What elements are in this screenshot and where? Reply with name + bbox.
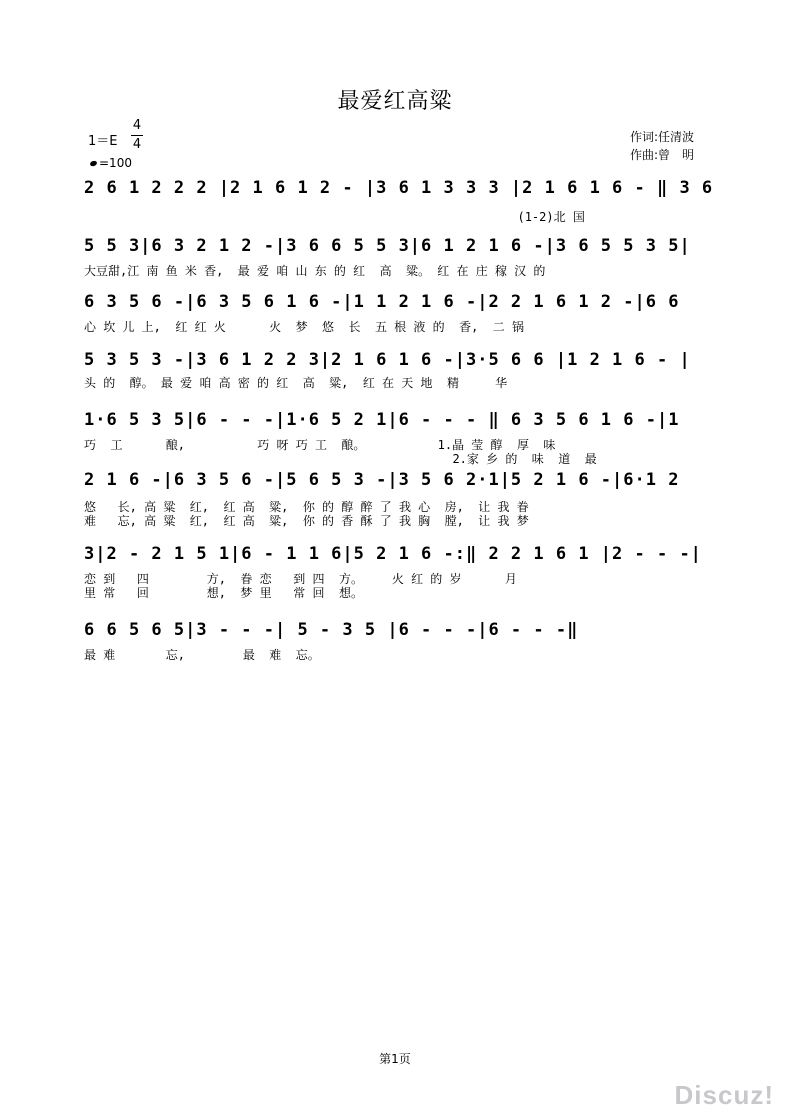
lyric-line: 难 忘, 高 粱 红, 红 高 粱, 你 的 香 酥 了 我 胸 膛, 让 我 梦 bbox=[84, 514, 529, 528]
score-system-6 bbox=[84, 470, 724, 530]
score-system-2 bbox=[84, 236, 724, 296]
notation-line: 5 3 5 3 -|3 6 1 2 2 3|2 1 6 1 6 -|3·5 6 6 |1 2 1 6 - | bbox=[84, 350, 691, 370]
song-title: 最爱红高粱 bbox=[337, 89, 453, 114]
lyric-line: (1-2)北 国 bbox=[84, 210, 585, 224]
notation-line: 2 6 1 2 2 2 |2 1 6 1 2 - |3 6 1 3 3 3 |2 1 6 1 6 - ‖ 3 6 bbox=[84, 178, 714, 198]
lyric-line: 头 的 醇。 最 爱 咱 高 密 的 红 高 粱, 红 在 天 地 精 华 bbox=[84, 376, 508, 390]
lyric-line: 里 常 回 想, 梦 里 常 回 想。 bbox=[84, 586, 363, 600]
score-system-7 bbox=[84, 544, 724, 604]
quarter-note-icon bbox=[89, 160, 97, 167]
score-system-4 bbox=[84, 350, 724, 410]
key-signature: 1＝E bbox=[88, 134, 118, 149]
lyricist-credit: 作词:任清波 bbox=[630, 130, 695, 144]
time-signature-top: 4 bbox=[132, 118, 142, 133]
composer-credit: 作曲:曾 明 bbox=[630, 148, 695, 162]
watermark-logo: Discuz! bbox=[674, 1080, 774, 1110]
score-system-1 bbox=[84, 178, 724, 238]
time-signature bbox=[131, 118, 143, 153]
lyric-line: 悠 长, 高 粱 红, 红 高 粱, 你 的 醇 醉 了 我 心 房, 让 我 眷 bbox=[84, 500, 529, 514]
notation-line: 2 1 6 -|6 3 5 6 -|5 6 5 3 -|3 5 6 2·1|5 2 1 6 -|6·1 2 bbox=[84, 470, 680, 490]
notation-line: 1·6 5 3 5|6 - - -|1·6 5 2 1|6 - - - ‖ 6 3 5 6 1 6 -|1 bbox=[84, 410, 680, 430]
score-system-5 bbox=[84, 410, 724, 470]
notation-line: 3|2 - 2 1 5 1|6 - 1 1 6|5 2 1 6 -:‖ 2 2 1 6 1 |2 - - -| bbox=[84, 544, 702, 564]
notation-line: 6 6 5 6 5|3 - - -| 5 - 3 5 |6 - - -|6 - - -‖ bbox=[84, 620, 579, 640]
lyric-line: 2.家 乡 的 味 道 最 bbox=[84, 452, 597, 466]
time-signature-bottom: 4 bbox=[132, 137, 142, 152]
notation-line: 5 5 3|6 3 2 1 2 -|3 6 6 5 5 3|6 1 2 1 6 -|3 6 5 5 3 5| bbox=[84, 236, 691, 256]
score-system-3 bbox=[84, 292, 724, 352]
lyric-line: 大豆甜,江 南 鱼 米 香, 最 爱 咱 山 东 的 红 高 粱。 红 在 庄 稼 汉 的 bbox=[84, 264, 546, 278]
notation-line: 6 3 5 6 -|6 3 5 6 1 6 -|1 1 2 1 6 -|2 2 1 6 1 2 -|6 6 bbox=[84, 292, 680, 312]
lyric-line: 恋 到 四 方, 眷 恋 到 四 方。 火 红 的 岁 月 bbox=[84, 572, 517, 586]
score-system-8 bbox=[84, 620, 724, 680]
lyric-line: 最 难 忘, 最 难 忘。 bbox=[84, 648, 320, 662]
lyric-line: 巧 工 酿, 巧 呀 巧 工 酿。 1.晶 莹 醇 厚 味 bbox=[84, 438, 556, 452]
page-number: 第1页 bbox=[379, 1052, 411, 1066]
tempo-marking bbox=[90, 156, 132, 170]
lyric-line: 心 坎 儿 上, 红 红 火 火 梦 悠 长 五 根 液 的 香, 二 锅 bbox=[84, 320, 524, 334]
tempo-value: =100 bbox=[99, 156, 132, 170]
